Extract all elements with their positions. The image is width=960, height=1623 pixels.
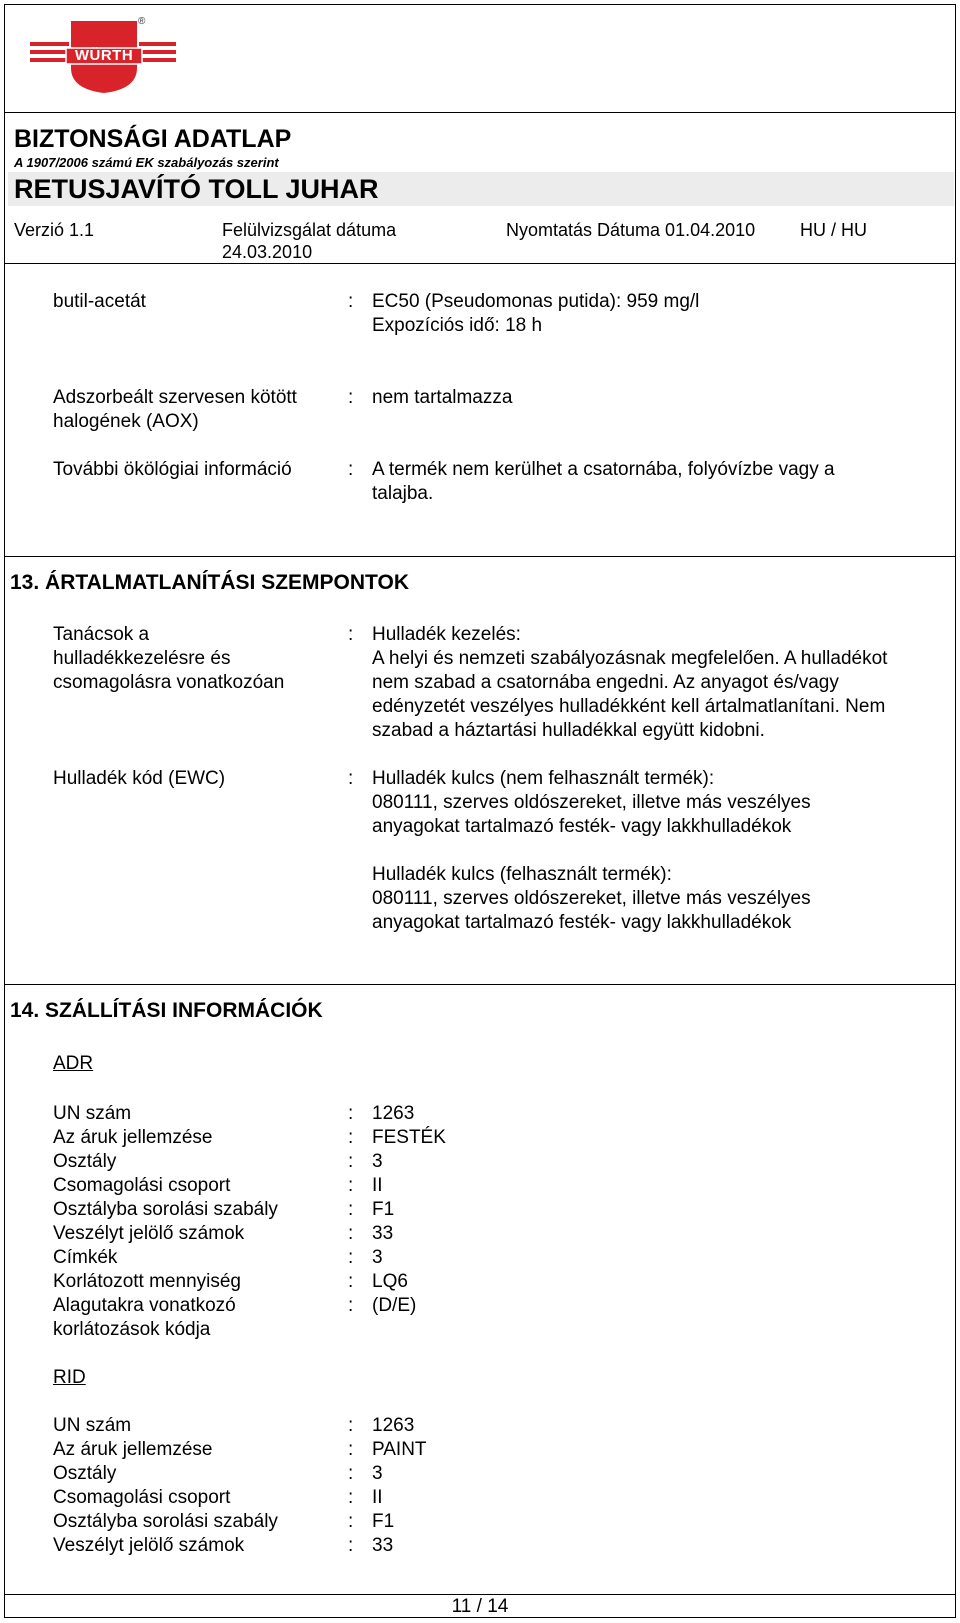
adr-row-value: 3 [372,1247,383,1268]
adr-row-value: (D/E) [372,1295,417,1316]
eco-info-value-line2: talajba. [372,483,434,504]
print-date: Nyomtatás Dátuma 01.04.2010 [506,220,756,240]
adr-row-label: Címkék [53,1247,118,1268]
colon: : [348,768,354,789]
product-name: RETUSJAVÍTÓ TOLL JUHAR [14,174,379,204]
waste-advice-label-line1: Tanácsok a [53,624,150,645]
ewc-unused-line3: anyagokat tartalmazó festék- vagy lakkhulladékok [372,816,792,837]
colon: : [348,1487,354,1508]
adr-row-label: UN szám [53,1103,132,1124]
footer-divider [4,1594,956,1595]
colon: : [348,1223,354,1244]
section13-divider [4,556,956,557]
adr-row-value: 3 [372,1151,383,1172]
adr-row-label: Csomagolási csoport [53,1175,231,1196]
rid-row-label: Az áruk jellemzése [53,1439,213,1460]
adr-row-value: FESTÉK [372,1127,446,1148]
ewc-unused-line1: Hulladék kulcs (nem felhasznált termék): [372,768,715,789]
adr-heading: ADR [53,1053,94,1074]
logo-text: WÜRTH [74,47,134,64]
colon: : [348,459,354,480]
aox-label-line1: Adszorbeált szervesen kötött [53,387,297,408]
adr-row-label: Korlátozott mennyiség [53,1271,241,1292]
rid-row-label: Osztály [53,1463,117,1484]
eco-info-value-line1: A termék nem kerülhet a csatornába, folyóvízbe vagy a [372,459,835,480]
colon: : [348,387,354,408]
colon: : [348,1247,354,1268]
colon: : [348,1199,354,1220]
rid-row-value: F1 [372,1511,395,1532]
rid-row-label: Veszélyt jelölő számok [53,1535,245,1556]
review-date: 24.03.2010 [222,242,313,262]
colon: : [348,1127,354,1148]
rid-row-value: 3 [372,1463,383,1484]
ewc-used-line1: Hulladék kulcs (felhasznált termék): [372,864,672,885]
adr-row-value: 1263 [372,1103,415,1124]
colon: : [348,1463,354,1484]
ewc-used-line3: anyagokat tartalmazó festék- vagy lakkhulladékok [372,912,792,933]
waste-advice-label-line2: hulladékkezelésre és [53,648,231,669]
colon: : [348,1439,354,1460]
colon: : [348,1415,354,1436]
version: Verzió 1.1 [14,220,95,240]
aox-value: nem tartalmazza [372,387,513,408]
section14-divider [4,984,956,985]
rid-row-value: 33 [372,1535,394,1556]
adr-row-label: Osztály [53,1151,117,1172]
rid-row-label: UN szám [53,1415,132,1436]
doc-title: BIZTONSÁGI ADATLAP [14,125,292,153]
colon: : [348,1151,354,1172]
regulation-text: A 1907/2006 számú EK szabályozás szerint [14,155,279,170]
colon: : [348,1103,354,1124]
adr-row-value: II [372,1175,383,1196]
ewc-unused-line2: 080111, szerves oldószereket, illetve más veszélyes [372,792,811,813]
butyl-acetate-label: butil-acetát [53,291,146,312]
adr-row-value: LQ6 [372,1271,408,1292]
adr-row-label: Az áruk jellemzése [53,1127,213,1148]
colon: : [348,1511,354,1532]
adr-row-label: Alagutakra vonatkozó [53,1295,236,1316]
header-divider-top [4,112,956,113]
locale: HU / HU [800,220,867,240]
ewc-used-line2: 080111, szerves oldószereket, illetve más veszélyes [372,888,811,909]
eco-info-label: További ökölógiai információ [53,459,292,480]
adr-row-value: F1 [372,1199,395,1220]
butyl-ec50-value: EC50 (Pseudomonas putida): 959 mg/l [372,291,700,312]
rid-row-label: Osztályba sorolási szabály [53,1511,278,1532]
waste-advice-value-line3: nem szabad a csatornába engedni. Az anyagot és/vagy [372,672,839,693]
adr-tunnel-label-line2: korlátozások kódja [53,1319,211,1340]
waste-advice-value-line5: szabad a háztartási hulladékkal együtt kidobni. [372,720,765,741]
colon: : [348,1175,354,1196]
colon: : [348,291,354,312]
section14-title: 14. SZÁLLÍTÁSI INFORMÁCIÓK [10,999,323,1022]
adr-row-label: Veszélyt jelölő számok [53,1223,245,1244]
header-divider-bottom [4,263,956,264]
rid-heading: RID [53,1367,86,1388]
colon: : [348,1271,354,1292]
aox-label-line2: halogének (AOX) [53,411,199,432]
waste-advice-value-line1: Hulladék kezelés: [372,624,521,645]
registered-mark: ® [138,16,146,27]
ewc-label: Hulladék kód (EWC) [53,768,226,789]
rid-row-label: Csomagolási csoport [53,1487,231,1508]
rid-row-value: PAINT [372,1439,427,1460]
page-number: 11 / 14 [451,1596,509,1617]
colon: : [348,624,354,645]
butyl-exposure-value: Expozíciós idő: 18 h [372,315,543,336]
adr-row-label: Osztályba sorolási szabály [53,1199,278,1220]
section13-title: 13. ÁRTALMATLANÍTÁSI SZEMPONTOK [10,571,409,594]
adr-row-value: 33 [372,1223,394,1244]
colon: : [348,1535,354,1556]
wurth-logo [30,16,176,96]
waste-advice-value-line4: edényzetét veszélyes hulladékként kell ártalmatlanítani. Nem [372,696,886,717]
rid-row-value: 1263 [372,1415,415,1436]
review-date-label: Felülvizsgálat dátuma [222,220,397,240]
waste-advice-value-line2: A helyi és nemzeti szabályozásnak megfelelően. A hulladékot [372,648,888,669]
colon: : [348,1295,354,1316]
waste-advice-label-line3: csomagolásra vonatkozóan [53,672,285,693]
rid-row-value: II [372,1487,383,1508]
